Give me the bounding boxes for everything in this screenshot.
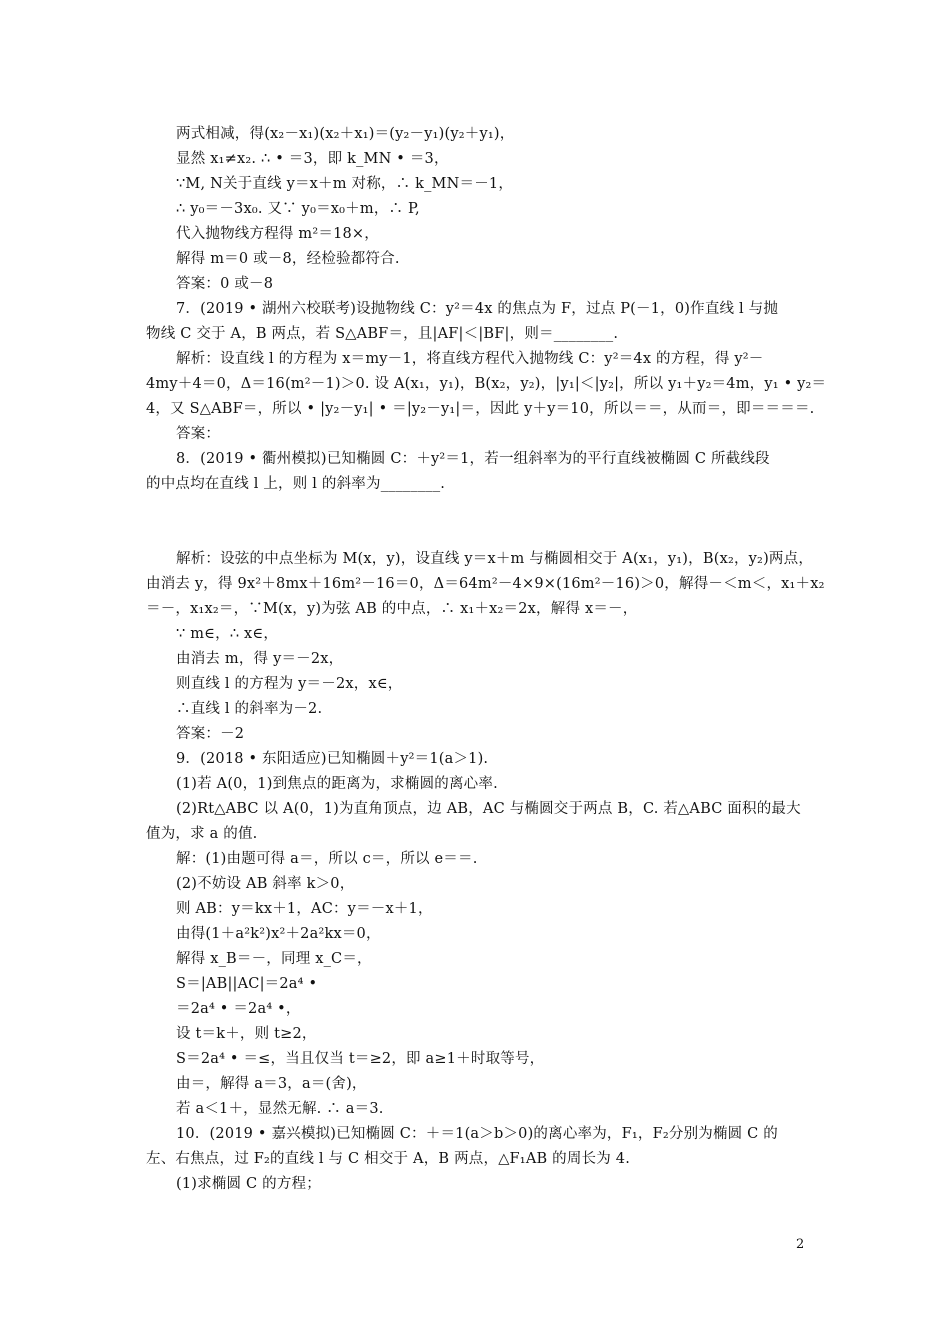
text-line: ∵ m∈，∴ x∈， xyxy=(176,626,279,642)
text-line: 两式相减，得(x₂－x₁)(x₂＋x₁)＝(y₂－y₁)(y₂＋y₁)， xyxy=(176,126,515,142)
text-line: 10．(2019 • 嘉兴模拟)已知椭圆 C：＋＝1(a＞b＞0)的离心率为，F₁，F₂分别为椭圆 C 的 xyxy=(176,1126,778,1142)
text-line: 由消去 y，得 9x²＋8mx＋16m²－16＝0，Δ＝64m²－4×9×(16m²－16)＞0，解得－＜m＜，x₁＋x₂ xyxy=(146,576,825,592)
text-line: 答案： xyxy=(176,426,221,442)
text-line: 解：(1)由题可得 a＝，所以 c＝，所以 e＝＝. xyxy=(176,851,478,867)
text-line: 4，又 S△ABF＝，所以 • |y₂－y₁| • ＝|y₂－y₁|＝，因此 y＋y＝10，所以＝＝，从而＝，即＝＝＝＝. xyxy=(146,401,815,417)
text-line: 解析：设直线 l 的方程为 x＝my－1，将直线方程代入抛物线 C：y²＝4x 的方程，得 y²－ xyxy=(176,351,764,367)
text-line: ＝2a⁴ • ＝2a⁴ •， xyxy=(176,1001,301,1017)
page-number: 2 xyxy=(796,1237,805,1252)
text-line: 由＝，解得 a＝3，a＝(舍)， xyxy=(176,1076,367,1092)
text-line: (1)若 A(0，1)到焦点的距离为，求椭圆的离心率. xyxy=(176,776,498,792)
text-line: 4my＋4＝0，Δ＝16(m²－1)＞0. 设 A(x₁，y₁)，B(x₂，y₂)，|y₁|＜|y₂|，所以 y₁＋y₂＝4m，y₁ • y₂＝ xyxy=(146,376,827,392)
text-line: 代入抛物线方程得 m²＝18×， xyxy=(176,226,379,242)
text-line: 由得(1＋a²k²)x²＋2a²kx＝0， xyxy=(176,926,381,942)
text-line: 值为，求 a 的值. xyxy=(146,826,258,842)
text-line: 答案：0 或－8 xyxy=(176,276,274,292)
text-line: ∴ y₀＝－3x₀. 又∵ y₀＝x₀＋m，∴ P, xyxy=(176,201,420,217)
text-line: 解析：设弦的中点坐标为 M(x，y)，设直线 y＝x＋m 与椭圆相交于 A(x₁，y₁)，B(x₂，y₂)两点， xyxy=(176,551,814,567)
text-line: 显然 x₁≠x₂. ∴ • ＝3，即 k_MN • ＝3， xyxy=(176,151,449,167)
text-line: 答案：－2 xyxy=(176,726,245,742)
text-line: 则直线 l 的方程为 y＝－2x，x∈， xyxy=(176,676,403,692)
text-line: 7．(2019 • 湖州六校联考)设抛物线 C：y²＝4x 的焦点为 F，过点 P(－1，0)作直线 l 与抛 xyxy=(176,301,779,317)
text-line: S＝|AB||AC|＝2a⁴ • xyxy=(176,976,318,992)
text-line: (2)Rt△ABC 以 A(0，1)为直角顶点，边 AB，AC 与椭圆交于两点 B，C. 若△ABC 面积的最大 xyxy=(176,801,801,817)
text-line: 若 a＜1＋，显然无解. ∴ a＝3. xyxy=(176,1101,384,1117)
text-line: ∴直线 l 的斜率为－2. xyxy=(176,701,323,717)
text-line: 设 t＝k＋，则 t≥2， xyxy=(176,1026,317,1042)
text-line: 左、右焦点，过 F₂的直线 l 与 C 相交于 A，B 两点，△F₁AB 的周长为 4. xyxy=(146,1151,630,1167)
text-line: (2)不妨设 AB 斜率 k＞0， xyxy=(176,876,355,892)
text-line: 则 AB：y＝kx＋1，AC：y＝－x＋1， xyxy=(176,901,433,917)
text-line: 解得 m＝0 或－8，经检验都符合. xyxy=(176,251,400,267)
text-line: ∵M, N关于直线 y＝x＋m 对称，∴ k_MN＝－1， xyxy=(176,176,514,192)
text-line: (1)求椭圆 C 的方程； xyxy=(176,1176,321,1192)
text-line: 的中点均在直线 l 上，则 l 的斜率为________. xyxy=(146,476,446,492)
text-line: 物线 C 交于 A，B 两点，若 S△ABF＝，且|AF|＜|BF|，则＝________. xyxy=(146,326,619,342)
text-line: 8．(2019 • 衢州模拟)已知椭圆 C：＋y²＝1，若一组斜率为的平行直线被椭圆 C 所截线段 xyxy=(176,451,770,467)
text-line: S＝2a⁴ • ＝≤，当且仅当 t＝≥2，即 a≥1＋时取等号， xyxy=(176,1051,545,1067)
text-line: 9．(2018 • 东阳适应)已知椭圆＋y²＝1(a＞1). xyxy=(176,751,489,767)
text-line: 由消去 m，得 y＝－2x， xyxy=(176,651,344,667)
text-line: 解得 x_B＝－，同理 x_C＝， xyxy=(176,951,372,967)
text-line: ＝－，x₁x₂＝，∵M(x，y)为弦 AB 的中点，∴ x₁＋x₂＝2x，解得 x＝－， xyxy=(146,601,638,617)
